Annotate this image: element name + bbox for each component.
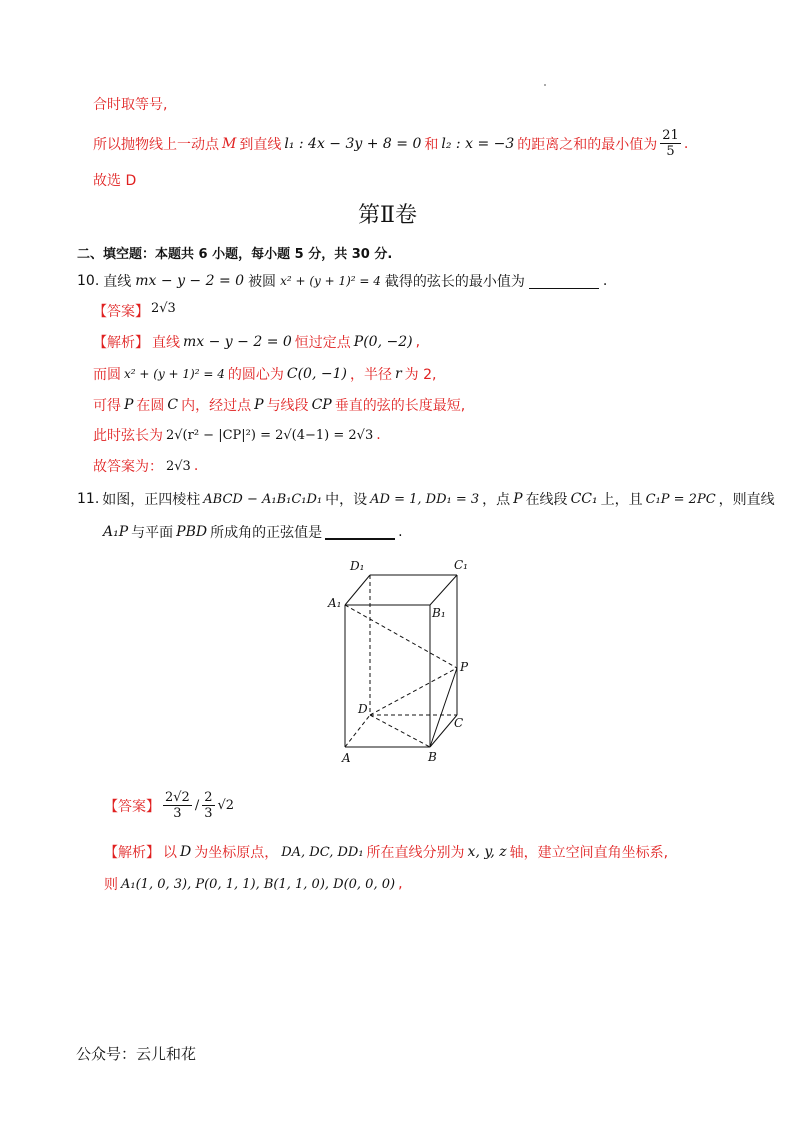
segment-db (370, 715, 430, 747)
q11-answer-fraction-2 (202, 790, 214, 821)
fraction-numerator: 2 (204, 790, 213, 805)
q10-a3-c: C (167, 397, 179, 413)
label-a1: A₁ (328, 596, 342, 610)
scan-dot (544, 84, 546, 86)
analysis-label: 【解析】 (93, 335, 149, 351)
q10-a3-cp: CP (311, 397, 332, 413)
fraction-denominator: 5 (666, 144, 675, 159)
q10-a2-text-b: 的圆心为 (227, 367, 284, 383)
section-title: 第Ⅱ卷 (358, 203, 417, 228)
prev-text-b: 到直线 (239, 136, 282, 153)
q11-b1-xyz: x, y, z (467, 844, 507, 860)
prev-text-a: 所以抛物线上一动点 (93, 136, 219, 153)
q10-a2-center: C(0, −1) (286, 366, 347, 382)
q10-a5-end: . (193, 458, 199, 474)
q10-a2-text-d: ，半径 (349, 367, 392, 383)
q10-text-b: 被圆 (248, 274, 277, 290)
q11-number: 11. (77, 491, 100, 507)
q10-a1-text-a: 直线 (152, 335, 180, 351)
q11-b1-b: 为坐标原点， (194, 845, 279, 861)
q11-a1p: A₁P (103, 524, 129, 540)
q10-answer: 2√3 (151, 301, 176, 316)
q11-t4: 在线段 (525, 492, 568, 508)
prev-end: . (683, 135, 689, 152)
label-p: P (460, 660, 469, 674)
q10-text-a: 直线 (103, 274, 132, 290)
fraction-denominator: 3 (173, 806, 182, 821)
q10-analysis-1 (93, 332, 420, 352)
q10-a1-end: , (415, 334, 421, 350)
edge-a1d1 (345, 575, 370, 605)
prev-text-c: 和 (424, 136, 439, 153)
q10-a3-p: P (124, 397, 134, 413)
label-d1: D₁ (350, 559, 365, 573)
q10-a1-point: P(0, −2) (353, 334, 413, 350)
q11-t3: ，点 (482, 492, 511, 508)
q10-analysis-4 (93, 425, 381, 445)
q10-answer-line (93, 301, 176, 321)
q11-l2-t1: 与平面 (131, 525, 174, 541)
prev-line-3: 故选 D (93, 173, 137, 189)
answer-sqrt-tail: √2 (217, 798, 235, 813)
q11-l2-t2: 所成角的正弦值是 (210, 525, 323, 541)
q10-analysis-5 (93, 456, 198, 476)
q11-p: P (513, 491, 523, 507)
q11-b1-c: 所在直线分别为 (366, 845, 465, 861)
q10-a4-end: . (376, 427, 381, 443)
answer-blank (529, 274, 599, 289)
q11-plane: PBD (176, 524, 208, 540)
q10-analysis-3 (93, 395, 465, 415)
answer-label: 【答案】 (104, 798, 160, 815)
q11-t2: 中，设 (325, 492, 368, 508)
answer-blank (325, 524, 395, 540)
q11-segment: CC₁ (570, 491, 598, 507)
q11-b2-coordinates: A₁(1, 0, 3), P(0, 1, 1), B(1, 1, 0), D(0, 0, 0) (121, 876, 396, 892)
q10-text-c: 截得的弦长的最小值为 (384, 274, 525, 290)
question-11 (77, 489, 775, 509)
label-c: C (454, 716, 464, 730)
q10-analysis-2 (93, 364, 436, 384)
q10-a3-text-c: 内，经过点 (181, 398, 252, 414)
prism-figure (320, 555, 480, 770)
prev-text-d: 的距离之和的最小值为 (517, 136, 658, 153)
q10-a5-text-a: 故答案为： (93, 459, 163, 475)
analysis-label: 【解析】 (104, 845, 160, 861)
question-10 (77, 271, 607, 291)
fraction-denominator: 3 (204, 806, 213, 821)
q10-a2-radius: r (394, 366, 402, 382)
q11-b1-d: D (180, 844, 192, 860)
label-d: D (358, 702, 368, 716)
q10-circle-equation: x² + (y + 1)² = 4 (280, 274, 381, 288)
q10-line-equation: mx − y − 2 = 0 (135, 273, 245, 289)
footer-wechat: 公众号：云儿和花 (76, 1045, 197, 1063)
q11-answer-line (104, 790, 234, 821)
q11-dimensions: AD = 1, DD₁ = 3 (370, 491, 480, 507)
q11-l2-end: . (398, 524, 403, 540)
section-header: 二、填空题：本题共 6 小题，每小题 5 分，共 30 分. (77, 247, 393, 262)
q11-b2-end: , (398, 876, 403, 892)
q11-b1-axes: DA, DC, DD₁ (281, 844, 364, 860)
q11-prism: ABCD − A₁B₁C₁D₁ (203, 491, 323, 507)
fraction-numerator: 2√2 (165, 790, 190, 805)
q11-t6: ，则直线 (718, 492, 775, 508)
answer-slash: / (194, 798, 200, 813)
prev-line-1: 合时取等号, (93, 97, 168, 113)
label-c1: C₁ (454, 558, 468, 572)
line-l2: l₂ : x = −3 (441, 135, 515, 152)
q11-b1-d-text: 轴，建立空间直角坐标系, (509, 845, 669, 861)
q10-end: . (602, 273, 608, 289)
point-m: M (222, 135, 237, 152)
q11-b1-a: 以 (163, 845, 177, 861)
q10-a1-equation: mx − y − 2 = 0 (183, 334, 292, 350)
fraction-numerator: 21 (662, 128, 679, 143)
line-l1: l₁ : 4x − 3y + 8 = 0 (284, 135, 422, 152)
q10-a3-text-a: 可得 (93, 398, 121, 414)
answer-label: 【答案】 (93, 304, 149, 320)
min-value-fraction (660, 128, 681, 159)
edge-c1b1 (430, 575, 457, 605)
q10-a2-text-e: 为 2, (404, 367, 437, 383)
question-11-line-2 (103, 522, 403, 542)
segment-dp (370, 668, 457, 715)
q11-analysis-2 (104, 874, 403, 894)
q10-a5-answer: 2√3 (166, 458, 191, 474)
q10-a4-expression: 2√(r² − |CP|²) = 2√(4−1) = 2√3 (166, 427, 374, 443)
q11-b2-a: 则 (104, 877, 118, 893)
edge-bc (430, 715, 457, 747)
q10-number: 10. (77, 273, 100, 289)
q10-a2-text-a: 而圆 (93, 367, 121, 383)
q10-a4-text-a: 此时弦长为 (93, 428, 163, 444)
edge-ad (345, 715, 370, 747)
q11-analysis-1 (104, 842, 668, 862)
q11-t1: 如图，正四棱柱 (102, 492, 201, 508)
q10-a1-text-b: 恒过定点 (294, 335, 351, 351)
q10-a3-p2: P (254, 397, 264, 413)
q10-a2-equation: x² + (y + 1)² = 4 (124, 367, 225, 381)
label-b1: B₁ (432, 606, 446, 620)
q11-answer-fraction (163, 790, 192, 821)
q11-relation: C₁P = 2PC (645, 491, 716, 507)
q10-a3-text-b: 在圆 (136, 398, 165, 414)
label-a: A (342, 751, 351, 765)
q10-a3-text-e: 垂直的弦的长度最短, (334, 398, 466, 414)
label-b: B (428, 750, 437, 764)
prev-line-2 (93, 128, 688, 159)
q11-t5: 上，且 (600, 492, 643, 508)
q10-a3-text-d: 与线段 (266, 398, 309, 414)
